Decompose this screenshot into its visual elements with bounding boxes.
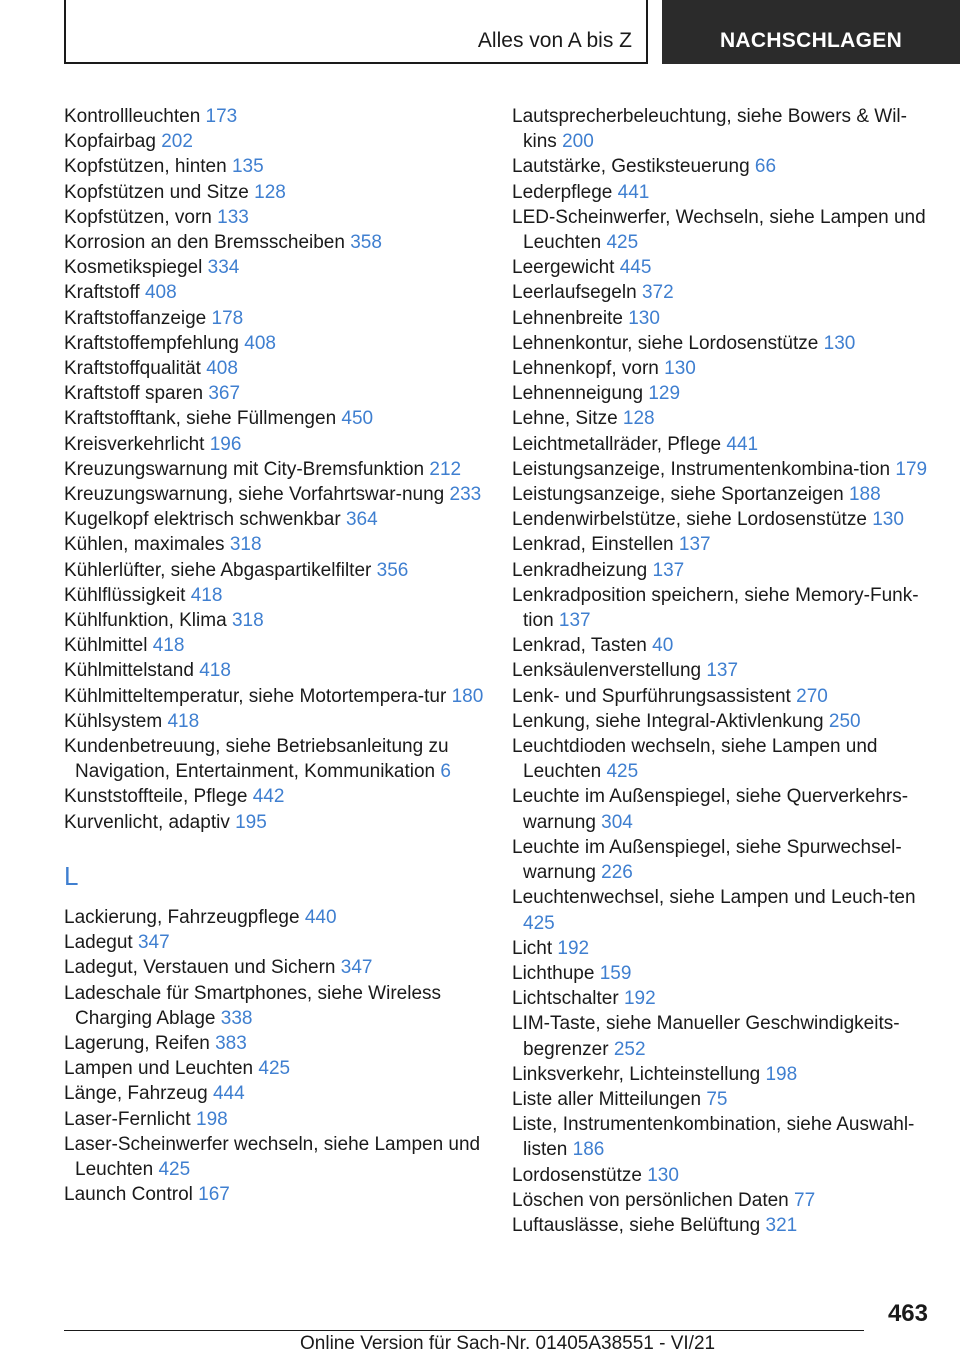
index-entry — [64, 432, 484, 457]
index-entry-text: Leuchte im Außenspiegel, siehe Querverkehrs-warnung — [512, 786, 909, 833]
index-entry-text: Kopfstützen und Sitze — [64, 181, 249, 203]
index-entry-text: Kühlerlüfter, siehe Abgaspartikelfilter — [64, 559, 372, 581]
index-entry-text: Kühlflüssigkeit — [64, 584, 186, 606]
index-entry-text: Kühlmitteltemperatur, siehe Motortempera-tur — [64, 685, 447, 707]
index-entry-page-link[interactable]: 159 — [599, 962, 632, 984]
index-entry — [64, 205, 484, 230]
index-entry-text: Leuchte im Außenspiegel, siehe Spurwechsel-warnung — [512, 836, 902, 884]
index-entry-text: Lenksäulenverstellung — [512, 660, 702, 682]
index-entry-text: Laser-Fernlicht — [64, 1108, 191, 1130]
index-entry-page-link[interactable]: 173 — [205, 106, 238, 127]
index-entry-text: Kühlmittel — [64, 635, 148, 657]
index-entry-text: Kontrollleuchten — [64, 106, 201, 127]
index-entry-page-link[interactable]: 318 — [229, 534, 262, 556]
index-entry-text: Kühlmittelstand — [64, 660, 194, 682]
index-entry — [512, 507, 932, 532]
index-entry — [64, 154, 484, 179]
index-entry-text: Licht — [512, 937, 553, 959]
index-entry — [64, 331, 484, 356]
index-entry — [64, 280, 484, 305]
index-entry-page-link[interactable]: 450 — [341, 408, 374, 430]
index-entry-text: Ladeschale für Smartphones, siehe Wireless Charging Ablage — [64, 982, 442, 1029]
index-entry — [512, 331, 932, 356]
index-entry — [512, 356, 932, 381]
index-entry-text: Kreuzungswarnung mit City-Bremsfunktion — [64, 458, 425, 480]
index-entry-text: Kühlfunktion, Klima — [64, 610, 227, 632]
index-entry-text: Lenkrad, Tasten — [512, 635, 647, 657]
index-entry-page-link[interactable]: 408 — [206, 358, 238, 380]
index-entry-text: Kunststoffteile, Pflege — [64, 786, 248, 808]
index-entry-page-link[interactable]: 418 — [190, 584, 223, 606]
index-entry-page-link[interactable]: 66 — [754, 156, 777, 178]
index-entry-text: Löschen von persönlichen Daten — [512, 1189, 789, 1211]
page-number: 463 — [887, 1300, 928, 1327]
index-entry-text: Lenkradposition speichern, siehe Memory-Funk-tion — [512, 584, 919, 632]
letter-heading: L — [64, 860, 79, 891]
index-entry — [64, 658, 484, 683]
index-entry-page-link[interactable]: 178 — [211, 307, 244, 329]
index-entry-page-link[interactable]: 128 — [622, 408, 655, 430]
index-entry — [512, 532, 932, 557]
index-entry-text: Leichtmetallräder, Pflege — [512, 433, 722, 455]
index-entry-text: LIM-Taste, siehe Manueller Geschwindigkeits-begrenzer — [512, 1013, 900, 1060]
footer-divider — [64, 1330, 864, 1331]
index-entry-text: Kundenbetreuung, siehe Betriebsanleitung zu Navigation, Entertainment, Kommunikation — [64, 736, 449, 783]
index-entry-page-link[interactable]: 137 — [706, 660, 739, 682]
index-entry — [64, 532, 484, 557]
index-entry — [64, 1031, 484, 1056]
index-group-l-continued — [512, 104, 932, 1238]
index-entry-page-link[interactable]: 192 — [623, 988, 656, 1010]
index-entry-text: Lordosenstütze — [512, 1164, 642, 1186]
header-chapter-tab[interactable]: NACHSCHLAGEN — [662, 0, 960, 64]
index-entry-page-link[interactable]: 226 — [601, 862, 633, 884]
index-entry-text: Kopfstützen, vorn — [64, 206, 212, 228]
index-entry-page-link[interactable]: 252 — [613, 1038, 646, 1060]
index-entry-page-link[interactable]: 418 — [167, 710, 200, 732]
index-entry-text: Kraftstoff — [64, 282, 140, 304]
index-entry-page-link[interactable]: 188 — [848, 484, 881, 506]
index-entry-page-link[interactable]: 441 — [617, 181, 650, 203]
index-entry-page-link[interactable]: 347 — [340, 957, 373, 979]
index-entry — [64, 482, 484, 507]
index-entry-text: Kraftstoff sparen — [64, 383, 204, 405]
index-entry-page-link[interactable]: 367 — [208, 383, 241, 405]
index-entry — [64, 709, 484, 734]
index-entry-text: Lenkradheizung — [512, 559, 648, 581]
index-entry — [512, 658, 932, 683]
index-entry-text: Lautsprecherbeleuchtung, siehe Bowers & Wil-kins — [512, 106, 907, 153]
index-entry-text: Länge, Fahrzeug — [64, 1083, 208, 1105]
index-entry-text: Leistungsanzeige, siehe Sportanzeigen — [512, 484, 844, 506]
index-entry-page-link[interactable]: 356 — [376, 559, 409, 581]
index-entry-text: Lehne, Sitze — [512, 408, 618, 430]
index-entry-page-link[interactable]: 334 — [207, 257, 240, 279]
index-entry — [64, 981, 484, 1031]
index-entry-page-link[interactable]: 233 — [449, 484, 482, 506]
index-entry-page-link[interactable]: 418 — [152, 635, 185, 657]
index-entry — [64, 955, 484, 980]
index-entry — [64, 905, 484, 930]
index-entry-text: Lautstärke, Gestiksteuerung — [512, 156, 750, 178]
index-entry-text: Kosmetikspiegel — [64, 257, 203, 279]
index-entry-page-link[interactable]: 442 — [252, 786, 285, 808]
index-entry-text: Leergewicht — [512, 257, 615, 279]
index-entry — [512, 255, 932, 280]
index-entry-page-link[interactable]: 212 — [429, 458, 462, 480]
index-entry — [64, 1081, 484, 1106]
index-entry-text: Lenkung, siehe Integral-Aktivlenkung — [512, 710, 824, 732]
index-entry-page-link[interactable]: 186 — [572, 1139, 605, 1161]
index-entry-text: Linksverkehr, Lichteinstellung — [512, 1063, 761, 1085]
index-entry-page-link[interactable]: 129 — [648, 383, 681, 405]
index-entry-page-link[interactable]: 444 — [212, 1083, 245, 1105]
index-entry-text: Laser-Scheinwerfer wechseln, siehe Lampen und Leuchten — [64, 1133, 481, 1180]
index-entry-page-link[interactable]: 445 — [619, 257, 652, 279]
index-entry-page-link[interactable]: 130 — [664, 358, 696, 380]
index-entry-page-link[interactable]: 128 — [254, 181, 286, 203]
index-entry-page-link[interactable]: 198 — [765, 1063, 798, 1085]
index-entry — [512, 633, 932, 658]
index-entry — [512, 280, 932, 305]
index-entry — [512, 1062, 932, 1087]
index-entry — [512, 180, 932, 205]
index-entry — [512, 1213, 932, 1238]
index-entry — [64, 1132, 484, 1182]
index-entry-text: Lichthupe — [512, 962, 595, 984]
index-entry-page-link[interactable]: 195 — [235, 811, 267, 833]
index-entry — [64, 406, 484, 431]
index-entry-page-link[interactable]: 179 — [895, 458, 928, 480]
index-group-k — [64, 104, 484, 835]
index-entry-page-link[interactable]: 130 — [628, 307, 660, 329]
index-entry-text: Leuchtdioden wechseln, siehe Lampen und Leuchten — [512, 736, 878, 783]
index-entry-page-link[interactable]: 180 — [451, 685, 484, 707]
index-entry — [512, 1011, 932, 1061]
index-entry — [512, 205, 932, 255]
index-entry-page-link[interactable]: 40 — [652, 635, 674, 657]
index-entry-text: Leuchtenwechsel, siehe Lampen und Leuch-ten — [512, 887, 916, 909]
index-entry — [512, 734, 932, 784]
index-entry — [64, 1182, 484, 1207]
index-entry-text: Lenkrad, Einstellen — [512, 534, 674, 556]
index-entry-text: Leerlaufsegeln — [512, 282, 637, 304]
index-entry — [64, 255, 484, 280]
index-entry-page-link[interactable]: 364 — [345, 509, 378, 531]
index-entry — [64, 810, 484, 835]
index-entry-text: Lehnenkopf, vorn — [512, 358, 659, 380]
index-entry — [512, 104, 932, 154]
index-entry-text: LED-Scheinwerfer, Wechseln, siehe Lampen und Leuchten — [512, 206, 926, 254]
index-entry-page-link[interactable]: 130 — [872, 509, 904, 531]
index-entry-text: Kreisverkehrlicht — [64, 433, 205, 455]
header-section-title: Alles von A bis Z — [477, 29, 632, 52]
index-entry — [64, 558, 484, 583]
index-entry — [512, 961, 932, 986]
index-entry-page-link[interactable]: 133 — [217, 206, 249, 228]
index-entry-text: Kraftstoffqualität — [64, 358, 201, 380]
index-entry-page-link[interactable]: 130 — [823, 332, 856, 354]
index-entry-text: Ladegut — [64, 932, 133, 954]
index-entry-page-link[interactable]: 318 — [231, 610, 264, 632]
footer-online-version: Online Version für Sach-Nr. 01405A38551 - VI/21 — [300, 1333, 716, 1354]
index-entry-text: Kugelkopf elektrisch schwenkbar — [64, 509, 341, 531]
index-entry — [512, 885, 932, 935]
index-entry-text: Liste aller Mitteilungen — [512, 1088, 702, 1110]
index-entry-page-link[interactable]: 358 — [350, 232, 382, 254]
index-entry — [512, 709, 932, 734]
index-entry-page-link[interactable]: 270 — [796, 685, 828, 707]
index-entry — [512, 1087, 932, 1112]
index-entry-text: Lackierung, Fahrzeugpflege — [64, 906, 300, 928]
index-entry — [512, 684, 932, 709]
index-entry-page-link[interactable]: 425 — [606, 761, 639, 783]
index-entry-page-link[interactable]: 372 — [641, 282, 674, 304]
index-entry — [64, 356, 484, 381]
index-entry-page-link[interactable]: 383 — [215, 1032, 247, 1054]
index-entry-text: Kurvenlicht, adaptiv — [64, 811, 230, 833]
index-entry — [64, 230, 484, 255]
index-entry-page-link[interactable]: 196 — [209, 433, 242, 455]
index-entry-page-link[interactable]: 198 — [196, 1108, 228, 1130]
index-entry-page-link[interactable]: 425 — [158, 1158, 191, 1180]
index-entry — [512, 835, 932, 885]
index-entry-text: Lehnenneigung — [512, 383, 644, 405]
index-entry — [512, 986, 932, 1011]
index-entry-text: Lendenwirbelstütze, siehe Lordosenstütze — [512, 509, 867, 531]
index-entry — [512, 381, 932, 406]
index-entry-text: Lichtschalter — [512, 988, 619, 1010]
index-entry-page-link[interactable]: 304 — [601, 811, 633, 833]
index-entry — [64, 608, 484, 633]
index-entry-page-link[interactable]: 192 — [557, 937, 590, 959]
index-entry-text: Launch Control — [64, 1184, 193, 1206]
index-entry-text: Kühlsystem — [64, 710, 163, 732]
index-entry — [512, 936, 932, 961]
index-entry — [512, 1188, 932, 1213]
index-entry-page-link[interactable]: 408 — [144, 282, 177, 304]
index-entry — [64, 180, 484, 205]
index-entry — [512, 583, 932, 633]
index-entry-page-link[interactable]: 347 — [137, 932, 170, 954]
index-entry — [64, 734, 484, 784]
index-entry — [64, 381, 484, 406]
index-entry-text: Lederpflege — [512, 181, 613, 203]
index-entry — [64, 784, 484, 809]
index-entry — [64, 457, 484, 482]
index-entry — [512, 406, 932, 431]
index-entry — [512, 558, 932, 583]
index-entry — [512, 306, 932, 331]
index-entry-text: Kraftstoffanzeige — [64, 307, 207, 329]
index-entry — [512, 1163, 932, 1188]
index-entry-text: Lampen und Leuchten — [64, 1058, 254, 1080]
index-entry-page-link[interactable]: 137 — [678, 534, 711, 556]
index-entry — [64, 633, 484, 658]
index-entry — [64, 684, 484, 709]
index-column-right — [512, 104, 932, 1238]
index-entry-page-link[interactable]: 77 — [794, 1189, 816, 1211]
index-entry — [512, 482, 932, 507]
index-column-left — [64, 104, 484, 1207]
index-entry — [64, 930, 484, 955]
index-entry-page-link[interactable]: 200 — [562, 131, 594, 153]
index-entry-page-link[interactable]: 135 — [231, 156, 264, 178]
index-entry-page-link[interactable]: 167 — [198, 1184, 230, 1206]
index-entry-page-link[interactable]: 338 — [220, 1007, 253, 1029]
index-entry-page-link[interactable]: 137 — [558, 610, 591, 632]
index-entry — [64, 1056, 484, 1081]
index-entry-page-link[interactable]: 440 — [304, 906, 337, 928]
index-entry-text: Kühlen, maximales — [64, 534, 225, 556]
index-entry-page-link[interactable]: 130 — [647, 1164, 679, 1186]
index-entry-text: Kraftstofftank, siehe Füllmengen — [64, 408, 337, 430]
index-entry-page-link[interactable]: 408 — [244, 332, 276, 354]
index-entry-text: Lehnenbreite — [512, 307, 623, 329]
index-entry-page-link[interactable]: 425 — [523, 912, 555, 934]
index-entry-page-link[interactable]: 75 — [706, 1088, 728, 1110]
index-entry-text: Lenk- und Spurführungsassistent — [512, 685, 791, 707]
index-entry-page-link[interactable]: 441 — [726, 433, 759, 455]
index-entry-text: Liste, Instrumentenkombination, siehe Auswahl-listen — [512, 1114, 915, 1161]
index-entry-page-link[interactable]: 6 — [440, 761, 451, 783]
index-entry-text: Kreuzungswarnung, siehe Vorfahrtswar-nung — [64, 484, 445, 506]
index-entry-page-link[interactable]: 321 — [765, 1214, 798, 1236]
index-entry-page-link[interactable]: 137 — [652, 559, 685, 581]
index-entry-text: Lagerung, Reifen — [64, 1032, 210, 1054]
index-entry-text: Leistungsanzeige, Instrumentenkombina-tion — [512, 458, 891, 480]
index-entry-page-link[interactable]: 202 — [161, 131, 193, 153]
index-entry-text: Kraftstoffempfehlung — [64, 332, 239, 354]
index-entry — [64, 583, 484, 608]
index-entry-text: Lehnenkontur, siehe Lordosenstütze — [512, 332, 819, 354]
index-entry-page-link[interactable]: 425 — [258, 1058, 291, 1080]
index-entry-page-link[interactable]: 425 — [606, 232, 639, 254]
index-entry — [64, 104, 484, 129]
index-entry — [512, 1112, 932, 1162]
index-entry-text: Kopfairbag — [64, 131, 156, 153]
index-entry-text: Korrosion an den Bremsscheiben — [64, 232, 345, 254]
index-entry — [512, 784, 932, 834]
index-entry-text: Luftauslässe, siehe Belüftung — [512, 1214, 761, 1236]
index-entry-page-link[interactable]: 418 — [199, 660, 231, 682]
index-entry — [64, 507, 484, 532]
index-group-l — [64, 905, 484, 1207]
index-entry — [64, 1107, 484, 1132]
index-entry-text: Kopfstützen, hinten — [64, 156, 227, 178]
index-entry-page-link[interactable]: 250 — [828, 710, 861, 732]
header-section-box — [64, 0, 648, 64]
index-entry — [512, 457, 932, 482]
index-entry — [512, 154, 932, 179]
index-entry — [64, 129, 484, 154]
index-entry-text: Ladegut, Verstauen und Sichern — [64, 957, 336, 979]
index-entry — [512, 432, 932, 457]
index-entry — [64, 306, 484, 331]
